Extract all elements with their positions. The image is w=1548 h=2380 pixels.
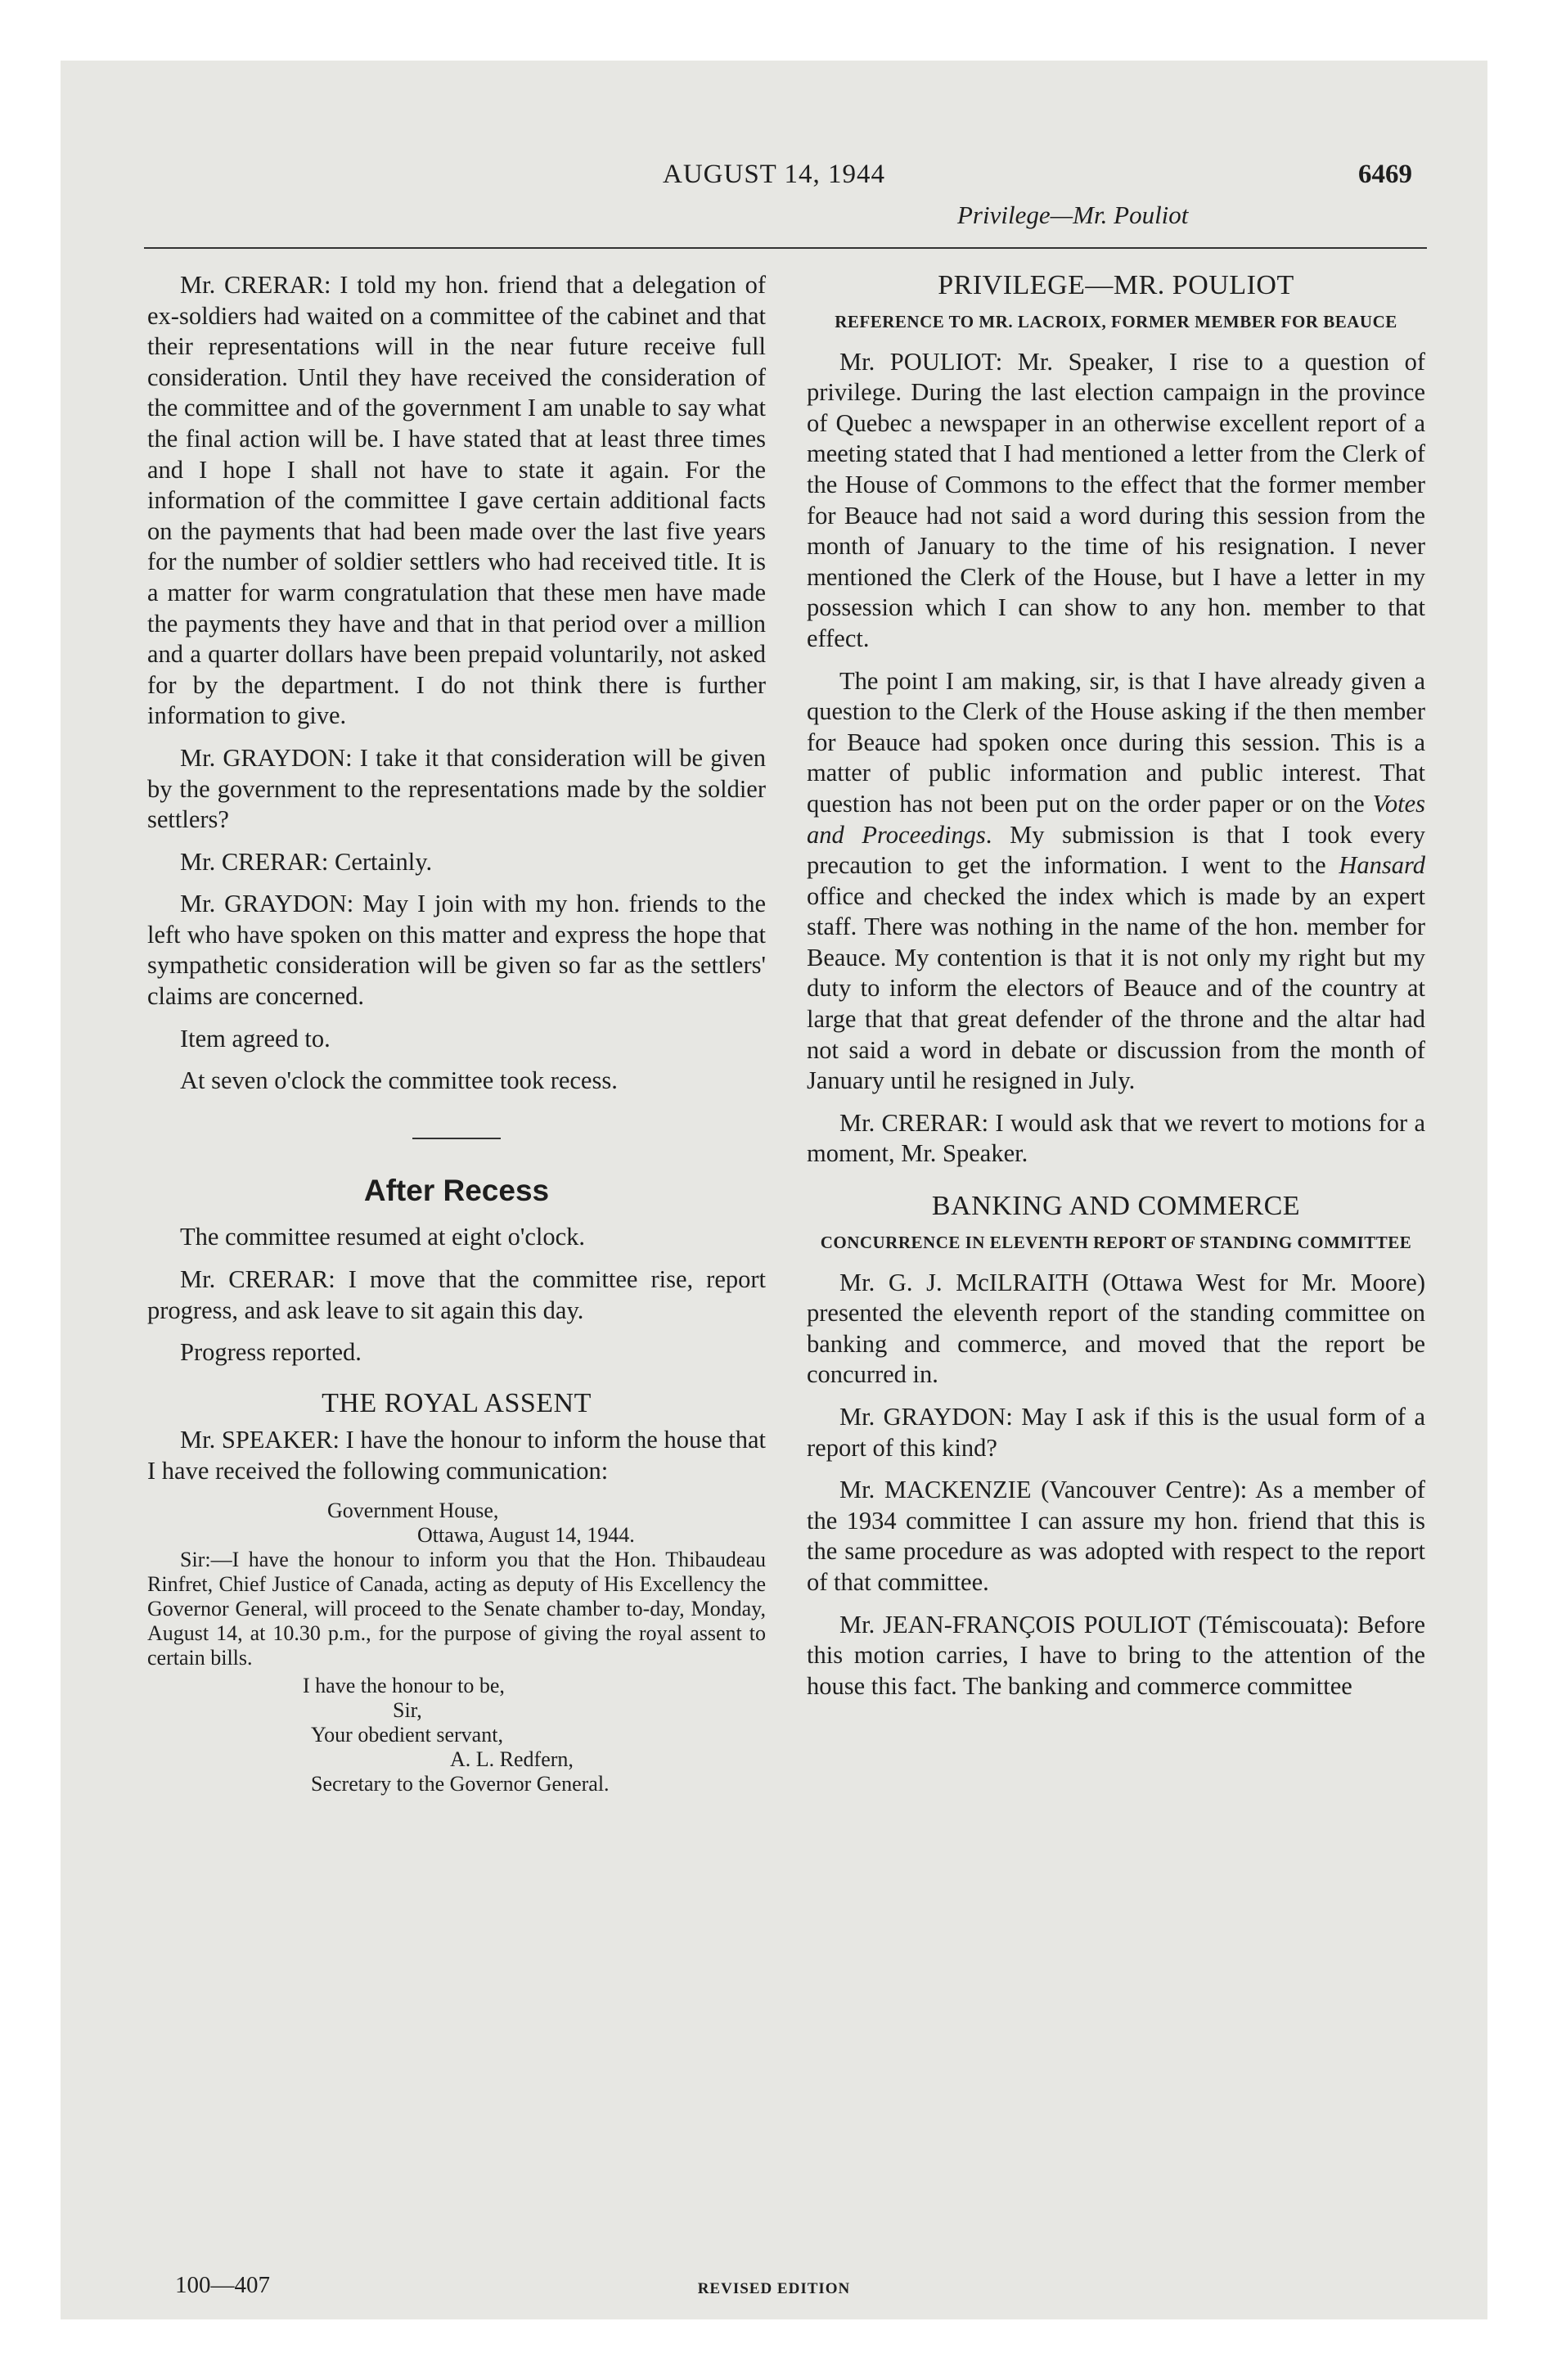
privilege-heading: PRIVILEGE—MR. POULIOT bbox=[938, 270, 1294, 300]
paragraph: Mr. GRAYDON: I take it that consideration will be given by the government to the representations made by the soldier settlers? bbox=[147, 743, 766, 834]
right-column bbox=[807, 270, 1425, 1713]
paragraph: Mr. G. J. McILRAITH (Ottawa West for Mr. Moore) presented the eleventh report of the standing committee on banking and commerce, and moved that the report be concurred in. bbox=[807, 1268, 1425, 1389]
paragraph: Mr. CRERAR: I told my hon. friend that a delegation of ex-soldiers had waited on a committee of the cabinet and that their representations will in the near future receive full consideration. Until they have received the consideration of the committee and of the government I am unable to say what the final action will be. I have stated that at least three times and I hope I shall not have to state it again. For the information of the committee I gave certain additional facts on the payments that had been made over the last five years for the number of soldier settlers who had received title. It is a matter for warm congratulation that these men have made the payments they have and that in that period over a million and a quarter dollars have been prepaid voluntarily, not asked for by the department. I do not think there is further information to give. bbox=[147, 271, 766, 730]
paragraph: Mr. CRERAR: I would ask that we revert to motions for a moment, Mr. Speaker. bbox=[807, 1108, 1425, 1168]
footer-edition: REVISED EDITION bbox=[697, 2280, 851, 2297]
paragraph: Mr. GRAYDON: May I ask if this is the usual form of a report of this kind? bbox=[807, 1403, 1425, 1462]
privilege-subheading: REFERENCE TO MR. LACROIX, FORMER MEMBER FOR BEAUCE bbox=[835, 311, 1397, 331]
paragraph: Item agreed to. bbox=[180, 1024, 331, 1053]
after-recess-heading: After Recess bbox=[363, 1173, 550, 1207]
header-subtitle: Privilege—Mr. Pouliot bbox=[957, 201, 1189, 229]
header-rule bbox=[144, 247, 1427, 249]
letter-signatory-title: Secretary to the Governor General. bbox=[311, 1771, 610, 1796]
banking-heading: BANKING AND COMMERCE bbox=[931, 1191, 1301, 1222]
paragraph: Mr. CRERAR: Certainly. bbox=[180, 847, 433, 876]
paragraph: Mr. CRERAR: I move that the committee rise, report progress, and ask leave to sit again this day. bbox=[147, 1265, 766, 1324]
paragraph: At seven o'clock the committee took recess. bbox=[180, 1066, 618, 1095]
paragraph: Mr. SPEAKER: I have the honour to inform the house that I have received the following communication: bbox=[147, 1426, 766, 1485]
paragraph: Mr. MACKENZIE (Vancouver Centre): As a member of the 1934 committee I can assure my hon. friend that this is the same procedure as was adopted with respect to the report of that committee. bbox=[807, 1476, 1425, 1596]
paragraph: Mr. POULIOT: Mr. Speaker, I rise to a question of privilege. During the last election campaign in the province of Quebec a newspaper in an otherwise excellent report of a meeting stated that I had mentioned a letter from the Clerk of the House of Commons to the effect that the former member for Beauce had not said a word during this session from the month of January to the time of his resignation. I never mentioned the Clerk of the House, but I have a letter in my possession which I can show to any hon. member to that effect. bbox=[807, 347, 1425, 652]
left-column bbox=[147, 270, 766, 1796]
paragraph: Mr. GRAYDON: May I join with my hon. friends to the left who have spoken on this matter and express the hope that sympathetic consideration will be given so far as the settlers' claims are concerned. bbox=[147, 890, 766, 1011]
letter-signature: A. L. Redfern, bbox=[450, 1747, 574, 1771]
section-divider bbox=[412, 1138, 501, 1139]
page-number: 6469 bbox=[1358, 160, 1412, 189]
letter-place: Government House, bbox=[327, 1498, 499, 1522]
paragraph: Progress reported. bbox=[180, 1338, 362, 1367]
paragraph: The committee resumed at eight o'clock. bbox=[180, 1223, 586, 1251]
footer-number: 100—407 bbox=[175, 2272, 270, 2298]
page-header bbox=[61, 160, 1487, 229]
letter-closing: Your obedient servant, bbox=[311, 1722, 503, 1747]
letter bbox=[147, 1499, 766, 1796]
paragraph: Mr. JEAN-FRANÇOIS POULIOT (Témiscouata): Before this motion carries, I have to bring to the attention of the house this fact. The banking and commerce committee bbox=[807, 1610, 1425, 1700]
banking-subheading: CONCURRENCE IN ELEVENTH REPORT OF STANDING COMMITTEE bbox=[820, 1232, 1412, 1252]
header-date: AUGUST 14, 1944 bbox=[663, 160, 885, 189]
letter-date: Ottawa, August 14, 1944. bbox=[417, 1522, 635, 1547]
letter-salutation: Sir, bbox=[393, 1697, 422, 1722]
letter-closing: I have the honour to be, bbox=[303, 1673, 505, 1697]
royal-assent-heading: THE ROYAL ASSENT bbox=[322, 1387, 592, 1418]
letter-body: Sir:—I have the honour to inform you that the Hon. Thibaudeau Rinfret, Chief Justice of Canada, acting as deputy of His Excellency the Governor General, will proceed to the Senate chamber to-day, Monday, August 14, at 10.30 p.m., for the purpose of giving the royal assent to certain bills. bbox=[147, 1547, 766, 1670]
paragraph: The point I am making, sir, is that I have already given a question to the Clerk of the House asking if the then member for Beauce had spoken once during this session. This is a matter of public information and public interest. That question has not been put on the order paper or on the Votes and Proceedings. My submission is that I took every precaution to get the information. I went to the Hansard office and checked the index which is made by an expert staff. There was nothing in the name of the hon. member for Beauce. My contention is that it is not only my right but my duty to inform the electors of Beauce and of the country at large that that great defender of the throne and the altar had not said a word in debate or discussion from the month of January until he resigned in July. bbox=[807, 666, 1426, 1095]
